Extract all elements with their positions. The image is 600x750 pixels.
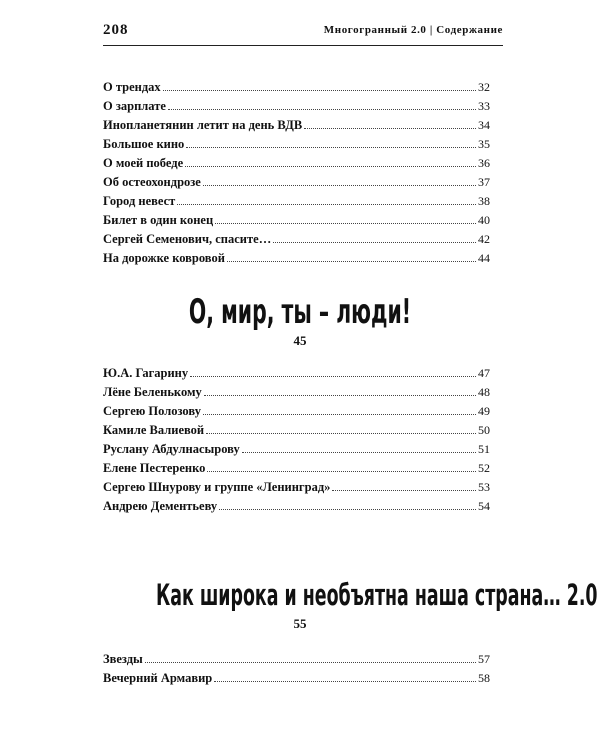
- toc-dot-leader: [186, 147, 476, 148]
- toc-entry[interactable]: [103, 232, 490, 251]
- toc-entry-page: 36: [478, 156, 490, 170]
- toc-dot-leader: [242, 452, 476, 453]
- toc-entry-title: Сергею Шнурову и группе «Ленинград»: [103, 480, 331, 494]
- toc-entry-title: Камиле Валиевой: [103, 423, 205, 437]
- toc-entry-title: Лёне Беленькому: [103, 385, 202, 399]
- toc-entry[interactable]: [103, 423, 490, 442]
- toc-entry-page: 42: [478, 232, 490, 246]
- toc-dot-leader: [207, 471, 476, 472]
- toc-dot-leader: [203, 185, 476, 186]
- toc-entry-page: 38: [478, 194, 490, 208]
- page-header: [103, 18, 503, 42]
- toc-entry-title: Билет в один конец: [103, 213, 214, 227]
- toc-entry[interactable]: [103, 671, 490, 690]
- toc-entry-title: Сергей Семенович, спасите…: [103, 232, 272, 246]
- toc-entry[interactable]: [103, 99, 490, 118]
- toc-dot-leader: [206, 433, 476, 434]
- toc-entry-page: 48: [478, 385, 490, 399]
- page-number: 208: [103, 22, 129, 38]
- toc-entry-title: Звезды: [103, 652, 143, 666]
- toc-entry-page: 51: [478, 442, 490, 456]
- toc-dot-leader: [227, 261, 476, 262]
- toc-entry-page: 37: [478, 175, 490, 189]
- toc-entry-title: О зарплате: [103, 99, 166, 113]
- toc-dot-leader: [177, 204, 476, 205]
- toc-entry-page: 47: [478, 366, 490, 380]
- toc-entry[interactable]: [103, 404, 490, 423]
- section-title-strana: Как широка и необъятна наша страна… 2.0: [156, 578, 598, 612]
- toc-entry-title: Вечерний Армавир: [103, 671, 213, 685]
- section-page-mir: 45: [293, 333, 307, 348]
- toc-entry-page: 32: [478, 80, 490, 94]
- toc-entry-title: Елене Пестеренко: [103, 461, 206, 475]
- toc-entry-page: 50: [478, 423, 490, 437]
- toc-dot-leader: [273, 242, 476, 243]
- toc-entry-title: Об остеохондрозе: [103, 175, 201, 189]
- header-rule: [103, 45, 503, 46]
- toc-entry-page: 54: [478, 499, 490, 513]
- toc-dot-leader: [304, 128, 476, 129]
- running-head: Многогранный 2.0 | Содержание: [323, 24, 503, 36]
- toc-entry[interactable]: [103, 480, 490, 499]
- toc-dot-leader: [203, 414, 476, 415]
- toc-entry-page: 53: [478, 480, 490, 494]
- toc-entry-title: На дорожке ковровой: [103, 251, 225, 265]
- toc-entry[interactable]: [103, 461, 490, 480]
- toc-entry-title: О трендах: [103, 80, 161, 94]
- toc-entry[interactable]: [103, 213, 490, 232]
- toc-entry-page: 49: [478, 404, 490, 418]
- toc-list-part3: [103, 652, 490, 690]
- toc-dot-leader: [219, 509, 476, 510]
- toc-entry-title: Андрею Дементьеву: [103, 499, 218, 513]
- toc-dot-leader: [214, 681, 476, 682]
- toc-entry-page: 34: [478, 118, 490, 132]
- toc-entry-page: 44: [478, 251, 490, 265]
- toc-entry[interactable]: [103, 366, 490, 385]
- toc-dot-leader: [215, 223, 476, 224]
- toc-dot-leader: [145, 662, 476, 663]
- toc-entry-title: О моей победе: [103, 156, 184, 170]
- toc-entry-page: 58: [478, 671, 490, 685]
- toc-entry-page: 52: [478, 461, 490, 475]
- toc-entry-title: Большое кино: [103, 137, 185, 151]
- toc-entry-page: 40: [478, 213, 490, 227]
- toc-entry[interactable]: [103, 175, 490, 194]
- toc-entry[interactable]: [103, 499, 490, 518]
- toc-entry[interactable]: [103, 156, 490, 175]
- toc-entry[interactable]: [103, 194, 490, 213]
- toc-list-part2: [103, 366, 490, 518]
- toc-dot-leader: [204, 395, 476, 396]
- toc-entry[interactable]: [103, 442, 490, 461]
- section-page-strana: 55: [293, 616, 307, 631]
- toc-entry-title: Инопланетянин летит на день ВДВ: [103, 118, 303, 132]
- toc-entry[interactable]: [103, 137, 490, 156]
- toc-entry-title: Ю.А. Гагарину: [103, 366, 189, 380]
- toc-entry[interactable]: [103, 251, 490, 270]
- toc-entry-title: Город невест: [103, 194, 176, 208]
- toc-entry[interactable]: [103, 118, 490, 137]
- toc-entry-title: Сергею Полозову: [103, 404, 201, 418]
- toc-entry-title: Руслану Абдулнасырову: [103, 442, 240, 456]
- toc-list-part1: [103, 80, 490, 270]
- toc-dot-leader: [185, 166, 476, 167]
- toc-entry[interactable]: [103, 385, 490, 404]
- toc-entry-page: 35: [478, 137, 490, 151]
- toc-entry-page: 57: [478, 652, 490, 666]
- toc-entry[interactable]: [103, 80, 490, 99]
- toc-dot-leader: [332, 490, 476, 491]
- toc-entry-page: 33: [478, 99, 490, 113]
- toc-entry[interactable]: [103, 652, 490, 671]
- toc-dot-leader: [190, 376, 476, 377]
- toc-dot-leader: [163, 90, 476, 91]
- toc-dot-leader: [168, 109, 476, 110]
- section-title-mir: О, мир, ты – люди!: [188, 292, 412, 332]
